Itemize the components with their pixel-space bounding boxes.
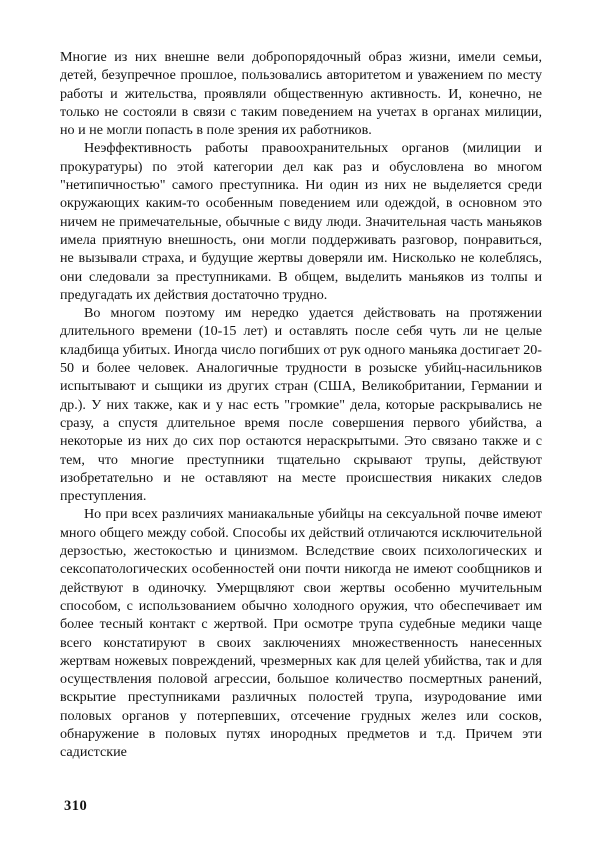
paragraph-4: Но при всех различиях маниакальные убийцы на сексуальной почве имеют много общего между собой. Способы их действий отличаются исключительной дерзостью, жестокостью и цинизмом. Вследствие своих психологических и сексопатологических особенностей они почти никогда не имеют сообщников и действуют в одиночку. Умерщвляют свои жертвы особенно мучительным способом, с использованием обычно холодного оружия, что обеспечивает им более тесный контакт с жертвой. При осмотре трупа судебные медики чаще всего констатируют в своих заключениях множественность нанесенных жертвам ножевых повреждений, чрезмерных как для целей убийства, так и для осуществления половой агрессии, большое количество посмертных ранений, вскрытие преступниками различных полостей трупа, изуродование ими половых органов у потерпевших, отсечение грудных желез или сосков, обнаружение в половых путях инородных предметов и т.д. Причем эти садистские [60, 506, 542, 761]
paragraph-3: Во многом поэтому им нередко удается действовать на протяжении длительного времени (10-15 лет) и оставлять после себя чуть ли не целые кладбища убитых. Иногда число погибших от рук одного маньяка достигает 20-50 и более человек. Аналогичные трудности в розыске убийц-насильников испытывают и сыщики из других стран (США, Великобритании, Германии и др.). У них также, как и у нас есть "громкие" дела, которые раскрывались не сразу, а спустя длительное время после совершения первого убийства, а некоторые из них до сих пор остаются нераскрытыми. Это связано также и с тем, что многие преступники тщательно скрывают трупы, действуют изобретательно и не оставляют на месте происшествия никаких следов преступления. [60, 305, 542, 505]
paragraph-1: Многие из них внешне вели добропорядочный образ жизни, имели семьи, детей, безупречное прошлое, пользовались авторитетом и уважением по месту работы и жительства, проявляли общественную активность. И, конечно, не только не состояли в связи с таким поведением на учетах в органах милиции, но и не могли попасть в поле зрения их работников. [60, 49, 542, 139]
paragraph-2: Неэффективность работы правоохранительных органов (милиции и прокуратуры) по этой категории дел как раз и обусловлена во многом "нетипичностью" самого преступника. Ни один из них не выделяется среди окружающих каким-то особенным поведением или одеждой, в основном это ничем не примечательные, обычные с виду люди. Значительная часть маньяков имела приятную внешность, они могли поддерживать разговор, понравиться, не вызывали страха, и будущие жертвы доверяли им. Нисколько не колеблясь, они следовали за преступниками. В общем, выделить маньяков из толпы и предугадать их действия достаточно трудно. [60, 140, 542, 303]
page-number: 310 [64, 798, 88, 814]
page-body [60, 48, 542, 762]
